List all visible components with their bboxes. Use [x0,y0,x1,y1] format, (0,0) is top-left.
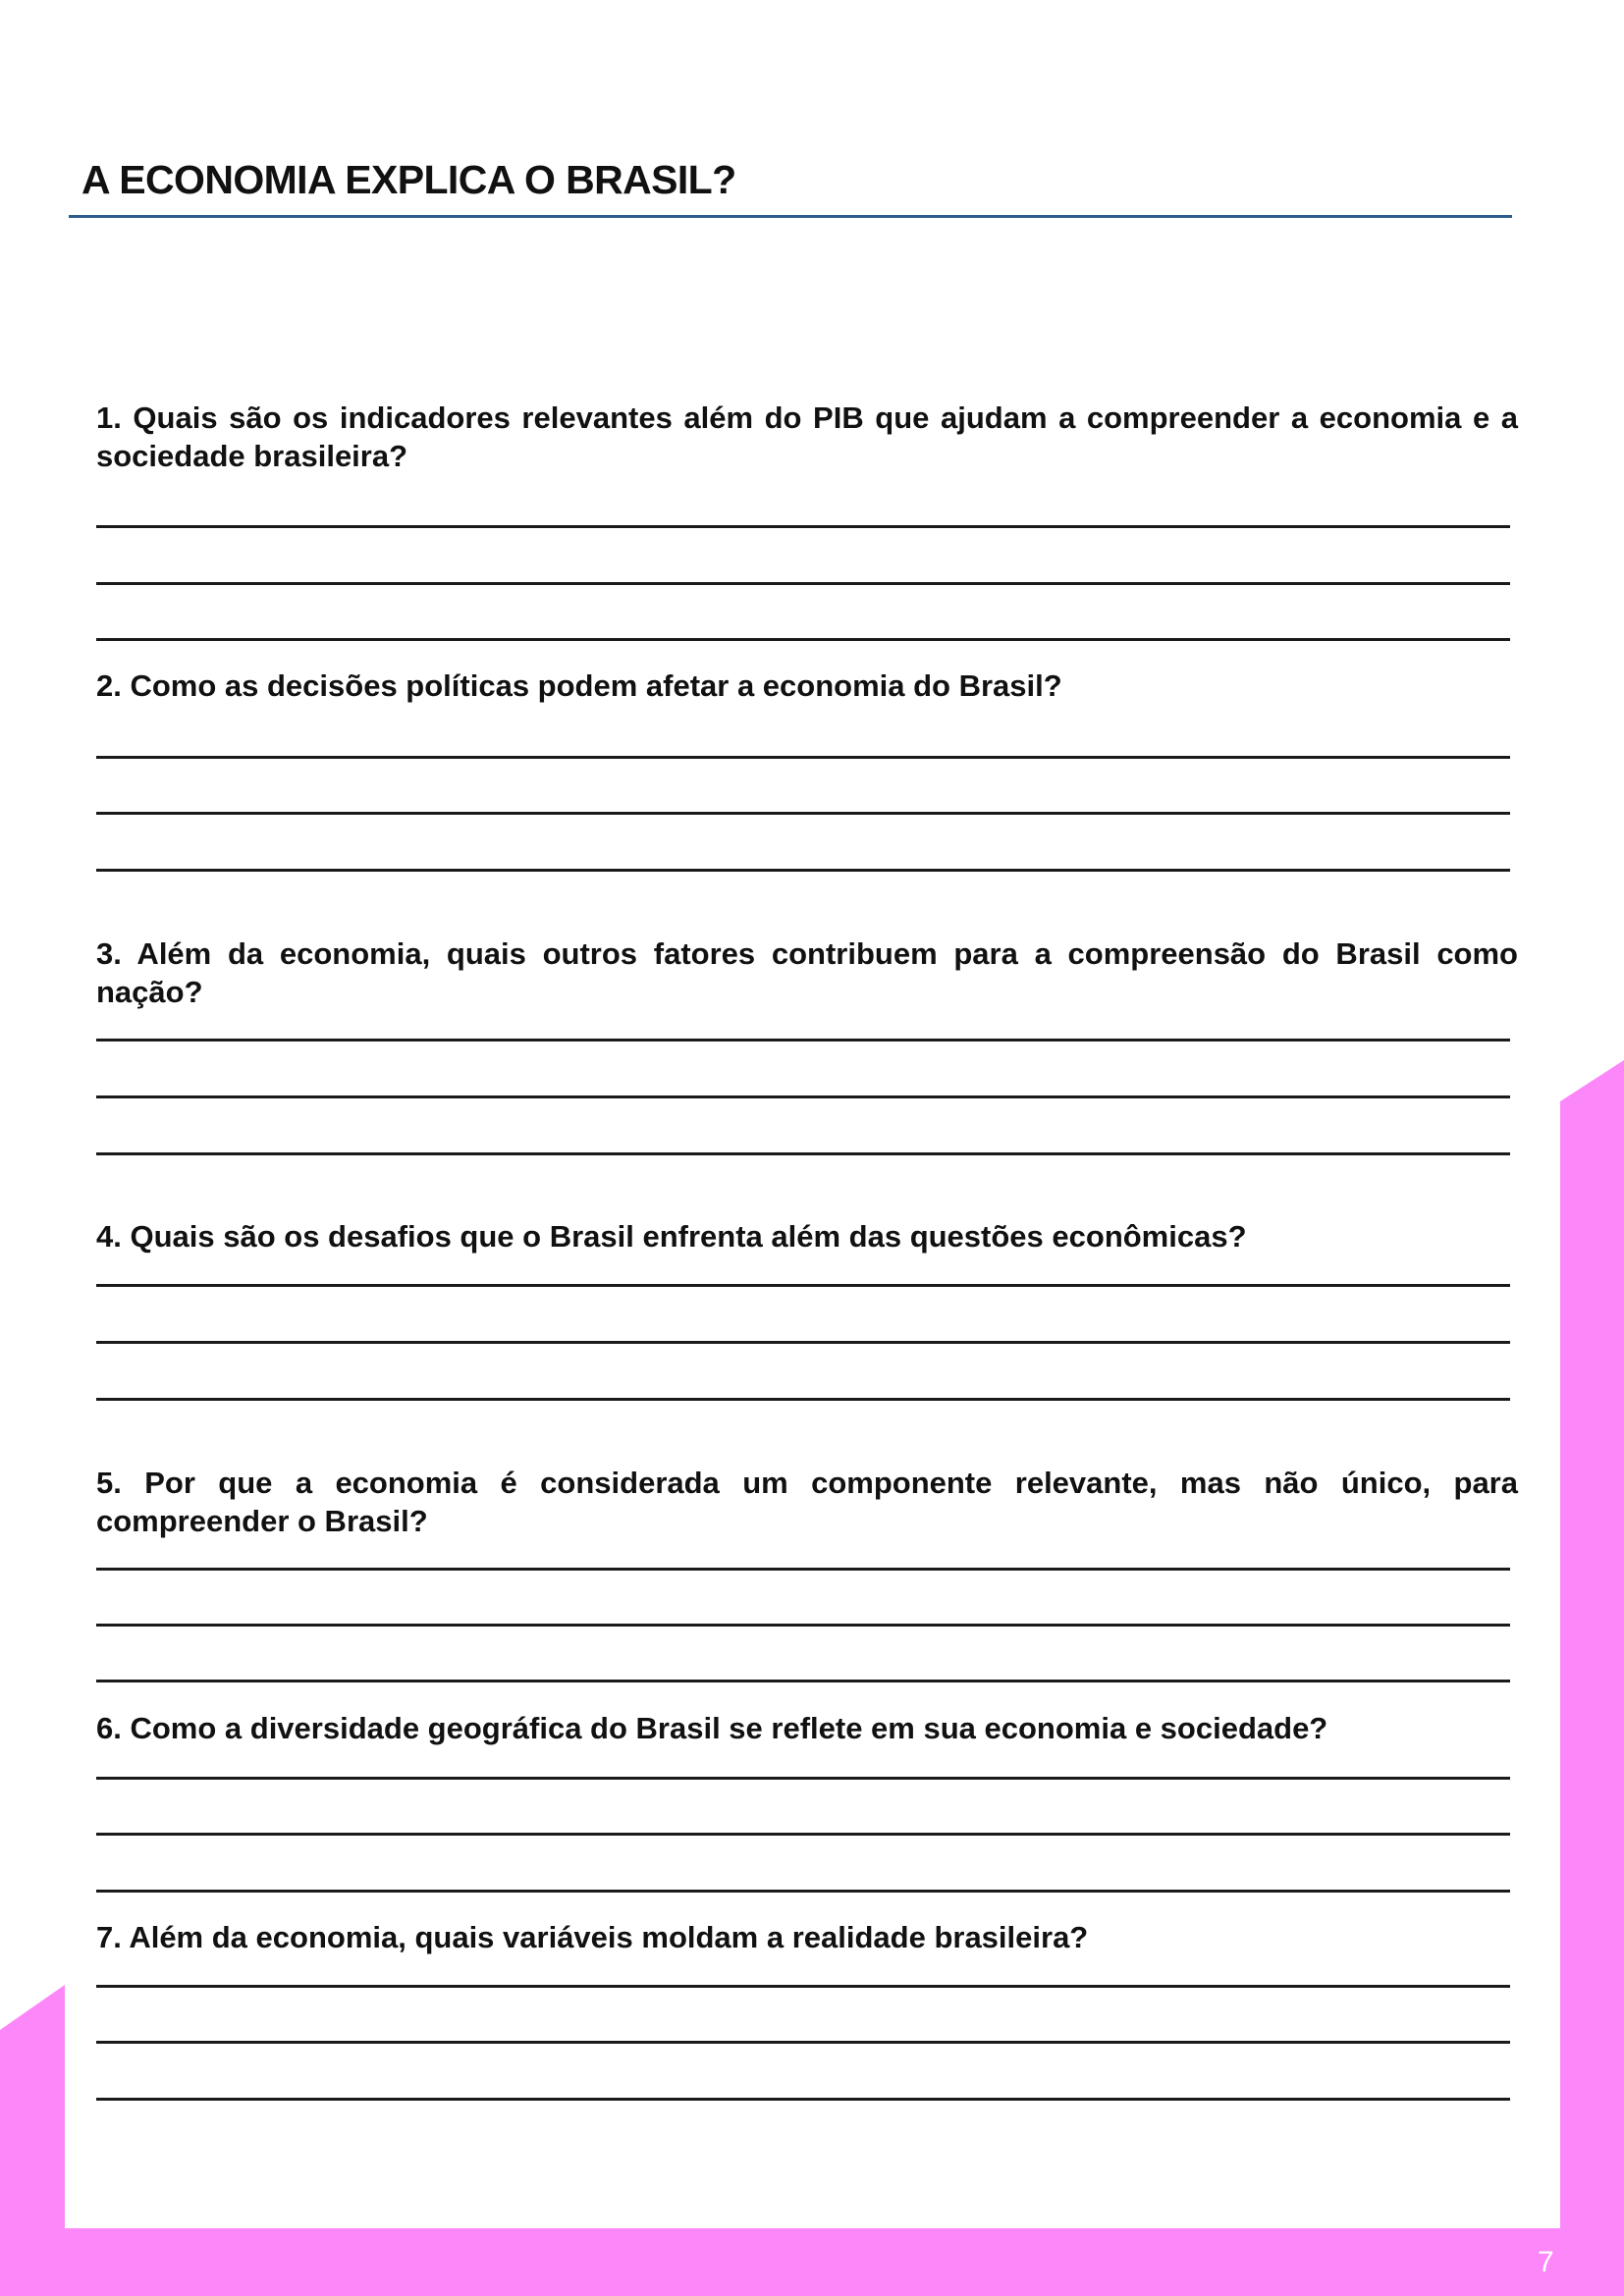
answer-line[interactable] [96,582,1510,585]
question-4: 4. Quais são os desafios que o Brasil enfrenta além das questões econômicas? [96,1219,1247,1254]
pink-bottom-bar [0,2228,1624,2296]
title-underline [69,215,1512,218]
question-2: 2. Como as decisões políticas podem afetar a economia do Brasil? [96,668,1062,703]
answer-line[interactable] [96,525,1510,528]
answer-line[interactable] [96,1890,1510,1893]
answer-line[interactable] [96,1039,1510,1041]
question-7: 7. Além da economia, quais variáveis moldam a realidade brasileira? [96,1920,1089,1954]
answer-line[interactable] [96,1284,1510,1287]
answer-line[interactable] [96,1680,1510,1682]
answer-line[interactable] [96,1095,1510,1098]
answer-line[interactable] [96,1985,1510,1988]
answer-line[interactable] [96,812,1510,815]
answer-line[interactable] [96,1398,1510,1401]
answer-line[interactable] [96,1777,1510,1780]
question-5: 5. Por que a economia é considerada um componente relevante, mas não único, para compreender o Brasil? [96,1466,1518,1538]
answer-line[interactable] [96,1341,1510,1344]
page-title: A ECONOMIA EXPLICA O BRASIL? [81,157,736,202]
answer-line[interactable] [96,1833,1510,1836]
answer-line[interactable] [96,869,1510,872]
answer-line[interactable] [96,756,1510,759]
answer-line[interactable] [96,638,1510,641]
answer-line[interactable] [96,1152,1510,1155]
page-number: 7 [1538,2246,1554,2278]
question-1: 1. Quais são os indicadores relevantes além do PIB que ajudam a compreender a economia e a sociedade brasileira? [96,400,1518,473]
answer-line[interactable] [96,1568,1510,1571]
question-6: 6. Como a diversidade geográfica do Brasil se reflete em sua economia e sociedade? [96,1711,1328,1745]
pink-right-border-shape [1560,1060,1624,2296]
answer-line[interactable] [96,1624,1510,1627]
answer-line[interactable] [96,2041,1510,2044]
answer-line[interactable] [96,2098,1510,2101]
question-3: 3. Além da economia, quais outros fatores contribuem para a compreensão do Brasil como nação? [96,936,1518,1009]
